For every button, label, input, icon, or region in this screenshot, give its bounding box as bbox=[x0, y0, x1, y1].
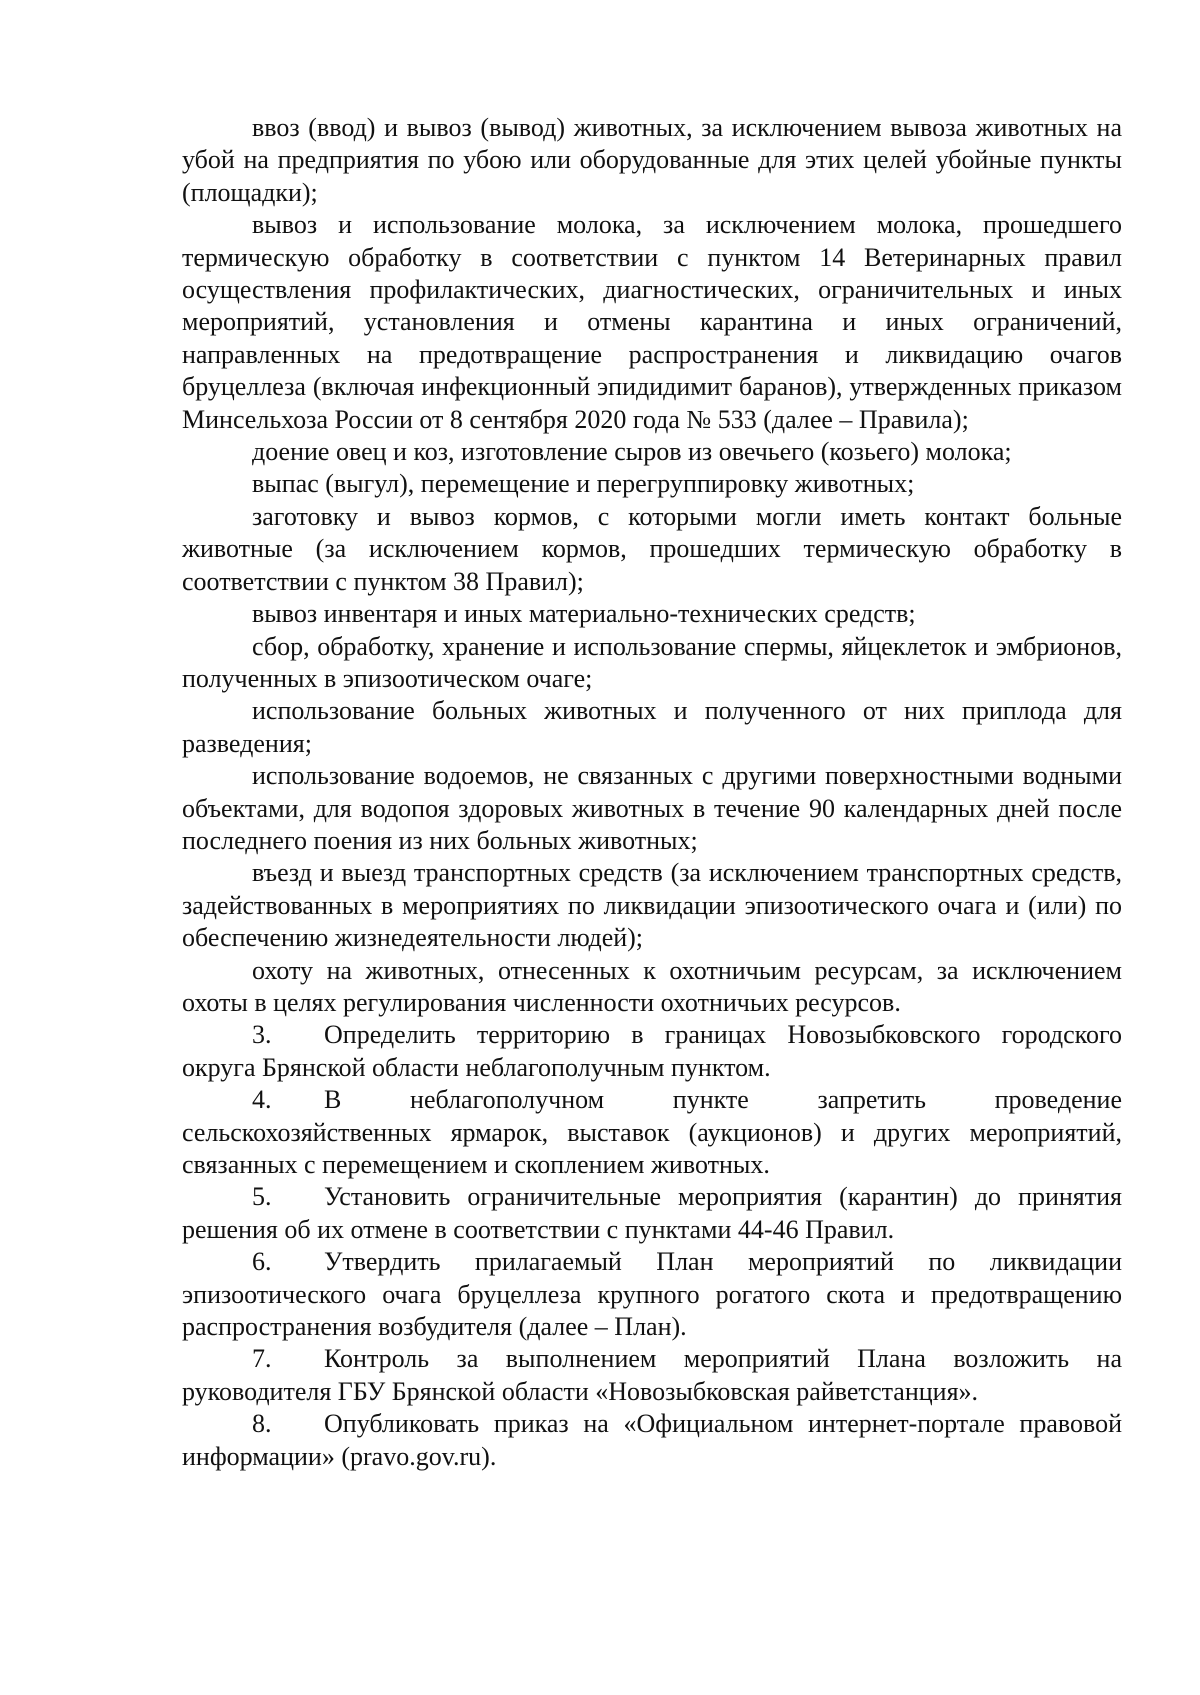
list-item: заготовку и вывоз кормов, с которыми могли иметь контакт больные животные (за исключением кормов, прошедших термическую обработку в соответствии с пунктом 38 Правил); bbox=[182, 501, 1122, 596]
list-item: ввоз (ввод) и вывоз (вывод) животных, за исключением вывоза животных на убой на предприятия по убою или оборудованные для этих целей убойные пункты (площадки); bbox=[182, 113, 1122, 207]
item-number: 7. bbox=[252, 1344, 272, 1374]
item-text: Контроль за выполнением мероприятий Плана возложить на руководителя ГБУ Брянской области «Новозыбковская райветстанция». bbox=[182, 1344, 1122, 1406]
list-item: использование водоемов, не связанных с другими поверхностными водными объектами, для водопоя здоровых животных в течение 90 календарных дней после последнего поения из них больных животных; bbox=[182, 761, 1122, 855]
list-item: использование больных животных и полученного от них приплода для разведения; bbox=[182, 696, 1122, 758]
document-body bbox=[182, 112, 1122, 1473]
item-text: Опубликовать приказ на «Официальном интернет-портале правовой информации» (pravo.gov.ru). bbox=[182, 1409, 1122, 1471]
item-number: 3. bbox=[252, 1020, 272, 1050]
list-item: въезд и выезд транспортных средств (за исключением транспортных средств, задействованных в мероприятиях по ликвидации эпизоотического очага и (или) по обеспечению жизнедеятельности людей); bbox=[182, 858, 1122, 953]
numbered-item-6 bbox=[182, 1246, 1122, 1343]
item-text: В неблагополучном пункте запретить проведение сельскохозяйственных ярмарок, выставок (аукционов) и других мероприятий, связанных с перемещением и скоплением животных. bbox=[182, 1085, 1122, 1179]
item-text: Установить ограничительные мероприятия (карантин) до принятия решения об их отмене в соответствии с пунктами 44-46 Правил. bbox=[182, 1182, 1122, 1244]
numbered-item-3 bbox=[182, 1019, 1122, 1084]
numbered-item-8 bbox=[182, 1408, 1122, 1473]
list-item: доение овец и коз, изготовление сыров из овечьего (козьего) молока; bbox=[252, 437, 1012, 467]
item-number: 4. bbox=[252, 1085, 272, 1115]
item-text: Утвердить прилагаемый План мероприятий по ликвидации эпизоотического очага бруцеллеза крупного рогатого скота и предотвращению распространения возбудителя (далее – План). bbox=[182, 1247, 1122, 1342]
numbered-item-7 bbox=[182, 1343, 1122, 1408]
item-number: 8. bbox=[252, 1409, 272, 1439]
list-item: вывоз инвентаря и иных материально-технических средств; bbox=[252, 599, 916, 629]
item-number: 5. bbox=[252, 1182, 272, 1212]
list-item: выпас (выгул), перемещение и перегруппировку животных; bbox=[252, 469, 915, 499]
item-text: Определить территорию в границах Новозыбковского городского округа Брянской области неблагополучным пунктом. bbox=[182, 1020, 1122, 1082]
list-item: охоту на животных, отнесенных к охотничьим ресурсам, за исключением охоты в целях регулирования численности охотничьих ресурсов. bbox=[182, 955, 1122, 1017]
numbered-item-4 bbox=[182, 1084, 1122, 1181]
list-item: вывоз и использование молока, за исключением молока, прошедшего термическую обработку в соответствии с пунктом 14 Ветеринарных правил осуществления профилактических, диагностических, ограничительных и иных мероприятий, установления и отмены карантина и иных ограничений, направленных на предотвращение распространения и ликвидацию очагов бруцеллеза (включая инфекционный эпидидимит баранов), утвержденных приказом Минсельхоза России от 8 сентября 2020 года № 533 (далее – Правила); bbox=[182, 210, 1122, 434]
numbered-item-5 bbox=[182, 1181, 1122, 1246]
item-number: 6. bbox=[252, 1247, 272, 1277]
list-item: сбор, обработку, хранение и использование спермы, яйцеклеток и эмбрионов, полученных в эпизоотическом очаге; bbox=[182, 631, 1122, 693]
